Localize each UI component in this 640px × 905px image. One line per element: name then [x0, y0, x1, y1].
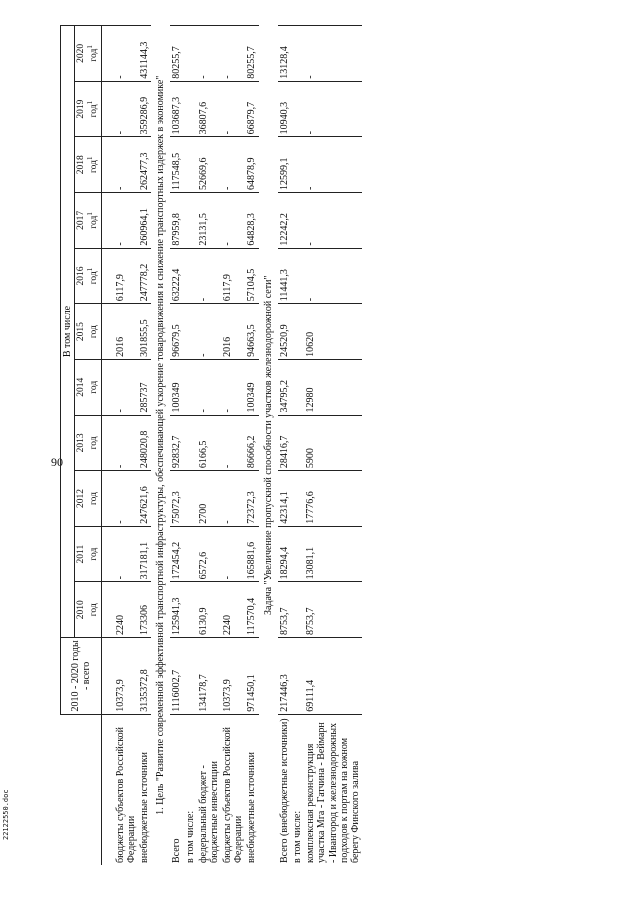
- spacer-cell: [101, 26, 114, 82]
- table-row: [184, 26, 197, 866]
- table-row: [138, 26, 151, 866]
- year-value-cell: -: [197, 304, 221, 360]
- spacer-row: [101, 26, 114, 866]
- year-value-cell: 66879,7: [245, 81, 258, 137]
- year-value-cell: 247778,2: [138, 248, 151, 304]
- year-value-cell: [184, 415, 197, 471]
- year-value-cell: -: [114, 193, 138, 249]
- year-value-cell: [291, 415, 304, 471]
- year-value-cell: -: [221, 137, 245, 193]
- spacer-cell: [101, 582, 114, 638]
- row-label: в том числе:: [184, 714, 197, 865]
- year-header: 2014 год: [75, 359, 101, 415]
- table-row: [245, 26, 258, 866]
- year-value-cell: -: [114, 471, 138, 527]
- year-value-cell: 18294,4: [278, 526, 291, 582]
- table-row: [304, 26, 362, 866]
- year-value-cell: 165881,6: [245, 526, 258, 582]
- year-value-cell: 2016: [114, 304, 138, 360]
- year-value-cell: [291, 582, 304, 638]
- year-value-cell: -: [114, 26, 138, 82]
- rotated-table-container: [60, 20, 620, 865]
- year-value-cell: 317181,1: [138, 526, 151, 582]
- total-cell: 1116002,7: [170, 638, 183, 715]
- year-value-cell: 72372,3: [245, 471, 258, 527]
- year-value-cell: -: [114, 359, 138, 415]
- year-value-cell: 2240: [114, 582, 138, 638]
- year-value-cell: 431144,3: [138, 26, 151, 82]
- year-value-cell: 2240: [221, 582, 245, 638]
- year-value-cell: [291, 526, 304, 582]
- year-value-cell: 13128,4: [278, 26, 291, 82]
- year-value-cell: 10620: [304, 304, 362, 360]
- year-value-cell: 34795,2: [278, 359, 291, 415]
- year-value-cell: 36807,6: [197, 81, 221, 137]
- year-value-cell: 2700: [197, 471, 221, 527]
- year-value-cell: 262477,3: [138, 137, 151, 193]
- year-value-cell: 6130,9: [197, 582, 221, 638]
- year-value-cell: -: [114, 526, 138, 582]
- year-value-cell: [291, 26, 304, 82]
- year-value-cell: 17776,6: [304, 471, 362, 527]
- year-value-cell: -: [304, 26, 362, 82]
- year-value-cell: 6166,5: [197, 415, 221, 471]
- year-value-cell: 11441,3: [278, 248, 291, 304]
- year-value-cell: -: [221, 471, 245, 527]
- year-value-cell: 103687,3: [170, 81, 183, 137]
- year-value-cell: [291, 137, 304, 193]
- year-value-cell: 42314,1: [278, 471, 291, 527]
- spacer-cell: [101, 137, 114, 193]
- year-value-cell: 285737: [138, 359, 151, 415]
- row-label: внебюджетные источники: [245, 714, 258, 865]
- year-value-cell: [184, 471, 197, 527]
- table-row: [114, 26, 138, 866]
- year-header: 2015 год: [75, 304, 101, 360]
- year-value-cell: [184, 26, 197, 82]
- year-value-cell: 87959,8: [170, 193, 183, 249]
- task-title-row: [259, 26, 278, 866]
- year-value-cell: [184, 137, 197, 193]
- year-value-cell: [291, 471, 304, 527]
- year-value-cell: 5900: [304, 415, 362, 471]
- year-value-cell: 12242,2: [278, 193, 291, 249]
- document-code: 22122550.doc: [2, 789, 10, 840]
- year-value-cell: 172454,2: [170, 526, 183, 582]
- total-cell: 217446,3: [278, 638, 291, 715]
- year-value-cell: 64878,9: [245, 137, 258, 193]
- year-value-cell: [184, 248, 197, 304]
- group-header: В том числе: [61, 26, 75, 638]
- year-header: 2018 год$^1$: [75, 137, 101, 193]
- year-value-cell: -: [197, 359, 221, 415]
- row-label: бюджеты субъектов Российской Федерации: [221, 714, 245, 865]
- year-header: 2017 год$^1$: [75, 193, 101, 249]
- table-row: [197, 26, 221, 866]
- year-value-cell: -: [304, 193, 362, 249]
- year-value-cell: 117570,4: [245, 582, 258, 638]
- total-cell: 3135372,8: [138, 638, 151, 715]
- year-value-cell: [291, 304, 304, 360]
- year-header: 2011 год: [75, 526, 101, 582]
- year-value-cell: 23131,5: [197, 193, 221, 249]
- year-value-cell: [291, 248, 304, 304]
- year-value-cell: 117548,5: [170, 137, 183, 193]
- spacer-cell: [101, 81, 114, 137]
- year-value-cell: 24520,9: [278, 304, 291, 360]
- table-body: [101, 26, 362, 866]
- financing-table: [60, 25, 362, 865]
- year-value-cell: 359286,9: [138, 81, 151, 137]
- corner-cell: [61, 714, 102, 865]
- year-value-cell: 2016: [221, 304, 245, 360]
- year-value-cell: -: [221, 415, 245, 471]
- year-value-cell: 8753,7: [278, 582, 291, 638]
- year-value-cell: 63222,4: [170, 248, 183, 304]
- year-value-cell: [291, 81, 304, 137]
- year-value-cell: [184, 81, 197, 137]
- year-value-cell: -: [304, 81, 362, 137]
- table-row: [170, 26, 183, 866]
- year-header: 2010 год: [75, 582, 101, 638]
- task-title: Задача "Увеличение пропускной способности участков железнодорожной сети": [262, 275, 274, 616]
- total-cell: [184, 638, 197, 715]
- row-label: бюджеты субъектов Российской Федерации: [114, 714, 138, 865]
- spacer-cell: [101, 304, 114, 360]
- total-column-header: 2010 - 2020 годы - всего: [61, 638, 102, 715]
- total-cell: 134178,7: [197, 638, 221, 715]
- year-value-cell: [291, 193, 304, 249]
- table-row: [278, 26, 291, 866]
- year-value-cell: 247621,6: [138, 471, 151, 527]
- total-cell: 10373,9: [221, 638, 245, 715]
- spacer-cell: [101, 638, 114, 715]
- year-value-cell: -: [221, 359, 245, 415]
- year-value-cell: 13081,1: [304, 526, 362, 582]
- row-label: внебюджетные источники: [138, 714, 151, 865]
- year-value-cell: 28416,7: [278, 415, 291, 471]
- year-value-cell: 6117,9: [114, 248, 138, 304]
- spacer-cell: [101, 714, 114, 865]
- spacer-cell: [101, 248, 114, 304]
- row-label: Всего (внебюджетные источники): [278, 714, 291, 865]
- year-value-cell: [184, 193, 197, 249]
- year-value-cell: 52669,6: [197, 137, 221, 193]
- year-value-cell: [184, 526, 197, 582]
- year-value-cell: -: [221, 81, 245, 137]
- year-value-cell: 96679,5: [170, 304, 183, 360]
- table-row: [221, 26, 245, 866]
- total-cell: 10373,9: [114, 638, 138, 715]
- year-value-cell: 248020,8: [138, 415, 151, 471]
- row-label: комплексная реконструкция участка Мга - Гатчина - Веймарн - Ивангород и железнодорожных подходов к портам на южном берегу Финского залива: [304, 714, 362, 865]
- spacer-cell: [101, 193, 114, 249]
- total-cell: 69111,4: [304, 638, 362, 715]
- row-label: федеральный бюджет - бюджетные инвестиции: [197, 714, 221, 865]
- row-label: Всего: [170, 714, 183, 865]
- year-value-cell: 12599,1: [278, 137, 291, 193]
- year-value-cell: 260964,1: [138, 193, 151, 249]
- year-header: 2012 год: [75, 471, 101, 527]
- year-value-cell: 75072,3: [170, 471, 183, 527]
- year-header: 2013 год: [75, 415, 101, 471]
- year-value-cell: 100349: [245, 359, 258, 415]
- year-value-cell: 10940,3: [278, 81, 291, 137]
- year-value-cell: 12980: [304, 359, 362, 415]
- year-value-cell: 80255,7: [245, 26, 258, 82]
- total-cell: [291, 638, 304, 715]
- year-value-cell: [184, 359, 197, 415]
- table-row: [291, 26, 304, 866]
- spacer-cell: [101, 359, 114, 415]
- year-value-cell: 173306: [138, 582, 151, 638]
- year-value-cell: 6117,9: [221, 248, 245, 304]
- year-value-cell: 57104,5: [245, 248, 258, 304]
- year-value-cell: 301855,5: [138, 304, 151, 360]
- year-value-cell: 100349: [170, 359, 183, 415]
- year-value-cell: -: [221, 193, 245, 249]
- year-value-cell: -: [114, 415, 138, 471]
- year-value-cell: 86666,2: [245, 415, 258, 471]
- page-number: 90: [51, 455, 63, 469]
- year-value-cell: -: [304, 137, 362, 193]
- year-value-cell: -: [197, 26, 221, 82]
- year-value-cell: -: [114, 81, 138, 137]
- year-value-cell: 92832,7: [170, 415, 183, 471]
- year-value-cell: -: [221, 26, 245, 82]
- spacer-cell: [101, 415, 114, 471]
- year-value-cell: -: [304, 248, 362, 304]
- total-cell: 971450,1: [245, 638, 258, 715]
- spacer-cell: [101, 471, 114, 527]
- year-value-cell: [184, 582, 197, 638]
- year-header: 2016 год$^1$: [75, 248, 101, 304]
- spacer-cell: [101, 526, 114, 582]
- year-value-cell: 6572,6: [197, 526, 221, 582]
- row-label: в том числе:: [291, 714, 304, 865]
- year-value-cell: 94663,5: [245, 304, 258, 360]
- year-value-cell: -: [221, 526, 245, 582]
- year-value-cell: 80255,7: [170, 26, 183, 82]
- year-value-cell: 125941,3: [170, 582, 183, 638]
- goal-title-row: [151, 26, 170, 866]
- year-value-cell: [184, 304, 197, 360]
- goal-title: 1. Цель "Развитие современной эффективной транспортной инфраструктуры, обеспечивающей ускорение товародвижения и снижение транспортных издержек в экономике": [155, 75, 167, 815]
- year-value-cell: [291, 359, 304, 415]
- year-value-cell: 8753,7: [304, 582, 362, 638]
- year-value-cell: -: [197, 248, 221, 304]
- year-value-cell: -: [114, 137, 138, 193]
- year-header: 2020 год$^1$: [75, 26, 101, 82]
- year-header: 2019 год$^1$: [75, 81, 101, 137]
- year-value-cell: 64828,3: [245, 193, 258, 249]
